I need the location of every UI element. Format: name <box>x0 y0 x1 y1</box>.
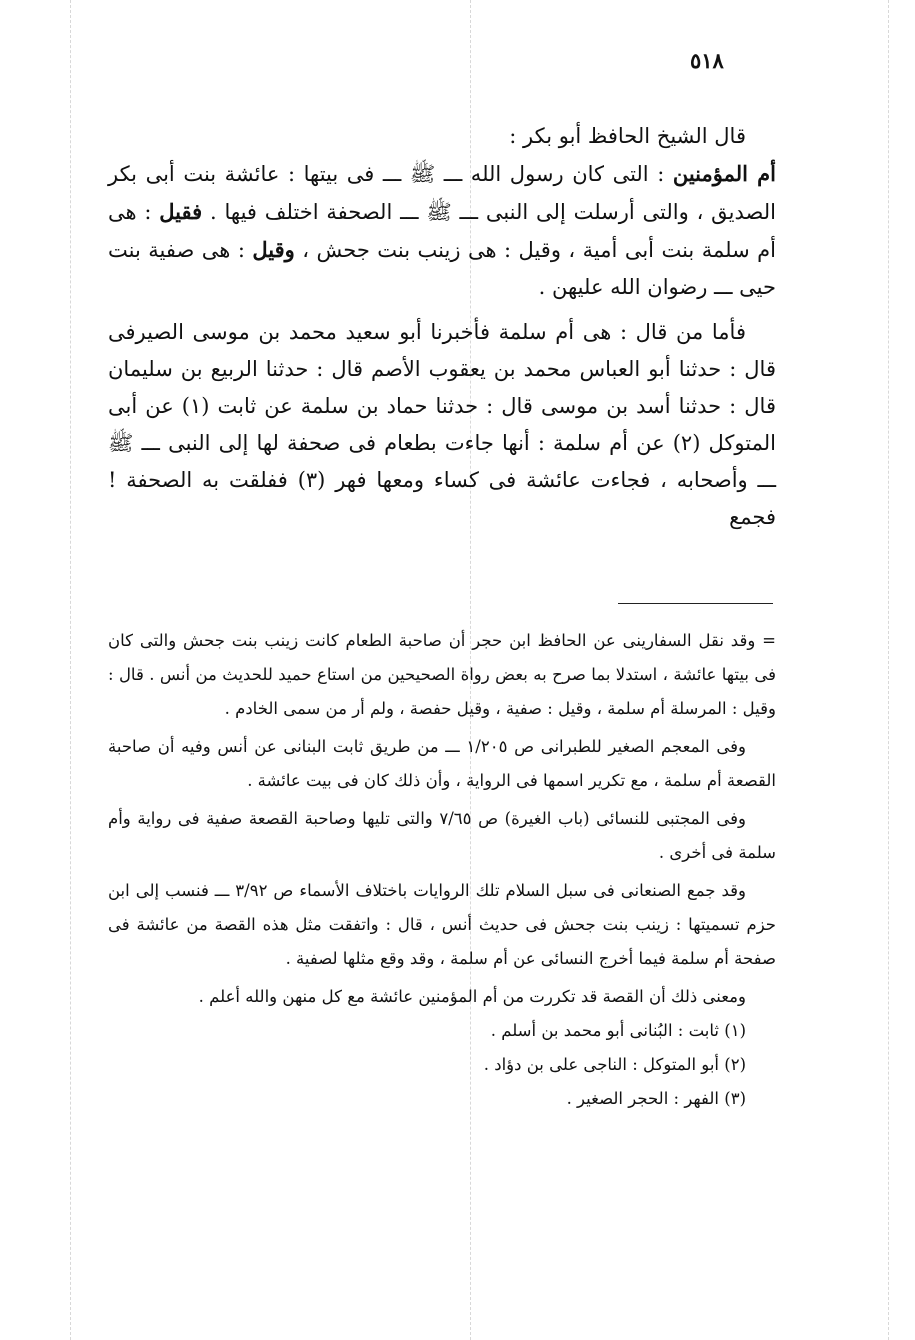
bold-term: وقيل <box>252 237 295 262</box>
footnotes <box>108 624 776 1116</box>
footnote-paragraph: وفى المعجم الصغير للطبرانى ص ١/٢٠٥ ـــ من طريق ثابت البنانى عن أنس وفيه أن صاحبة القصعة أم سلمة ، مع تكرير اسمها فى الرواية ، وأن ذلك كان فى بيت عائشة . <box>108 737 776 790</box>
paragraph-intro: قال الشيخ الحافظ أبو بكر : <box>509 124 746 148</box>
footnote-paragraph: وفى المجتبى للنسائى (باب الغيرة) ص ٧/٦٥ والتى تليها وصاحبة القصعة صفية فى رواية وأم سلمة فى أخرى . <box>108 809 776 862</box>
footnote-paragraph: وقد جمع الصنعانى فى سبل السلام تلك الروايات باختلاف الأسماء ص ٣/٩٢ ـــ فنسب إلى ابن حزم تسميتها : زينب بنت جحش فى حديث أنس ، قال : واتفقت مثل هذه القصة من عائشة فى صفحة أم سلمة فيما أخرج النسائى عن أم سلمة ، وقد وقع مثلها لصفية . <box>108 881 776 968</box>
paragraph-mothers-of-believers <box>108 155 776 306</box>
page-number: ٥١٨ <box>690 48 724 73</box>
footnote-separator <box>618 603 773 604</box>
footnote-2: (٢) أبو المتوكل : الناجى على بن دؤاد . <box>483 1055 746 1074</box>
footnote-1: (١) ثابت : البُنانى أبو محمد بن أسلم . <box>490 1021 746 1040</box>
text-run: : هى صفية بنت حيى ـــ رضوان الله عليهن . <box>108 238 776 299</box>
text-run: : التى كان رسول الله ـــ ﷺ ـــ فى بيتها : عائشة بنت أبى بكر الصديق ، والتى أرسلت إلى النبى ـــ ﷺ ـــ الصحفة اختلف فيها . <box>108 162 776 224</box>
scan-guide-line <box>70 0 71 1340</box>
footnote-paragraph: ومعنى ذلك أن القصة قد تكررت من أم المؤمنين عائشة مع كل منهن والله أعلم . <box>198 987 746 1006</box>
footnote-3: (٣) الفهر : الحجر الصغير . <box>566 1089 746 1108</box>
bold-term: فقيل <box>159 199 203 224</box>
footnote-continuation: = وقد نقل السفارينى عن الحافظ ابن حجر أن صاحبة الطعام كانت زينب بنت جحش والتى كان فى بيتها عائشة ، استدلا بما صرح به بعض رواة الصحيحين من استاع حميد للحديث من أنس . قال : وقيل : المرسلة أم سلمة ، وقيل : صفية ، وقيل حفصة ، ولم أر من سمى الخادم . <box>108 631 776 718</box>
scan-guide-line <box>888 0 889 1340</box>
main-text <box>108 118 776 536</box>
paragraph-narration: فأما من قال : هى أم سلمة فأخبرنا أبو سعيد محمد بن موسى الصيرفى قال : حدثنا أبو العباس محمد بن يعقوب الأصم قال : حدثنا الربيع بن سليمان قال : حدثنا أسد بن موسى قال : حدثنا حماد بن سلمة عن ثابت (١) عن أبى المتوكل (٢) عن أم سلمة : أنها جاءت بطعام فى صحفة لها إلى النبى ـــ ﷺ ـــ وأصحابه ، فجاءت عائشة فى كساء ومعها فهر (٣) ففلقت به الصحفة ! فجمع <box>108 320 776 529</box>
text-run: : هى أم سلمة بنت أبى أمية ، وقيل : هى زينب بنت جحش ، <box>108 200 776 262</box>
bold-term: أم المؤمنين <box>672 161 776 186</box>
